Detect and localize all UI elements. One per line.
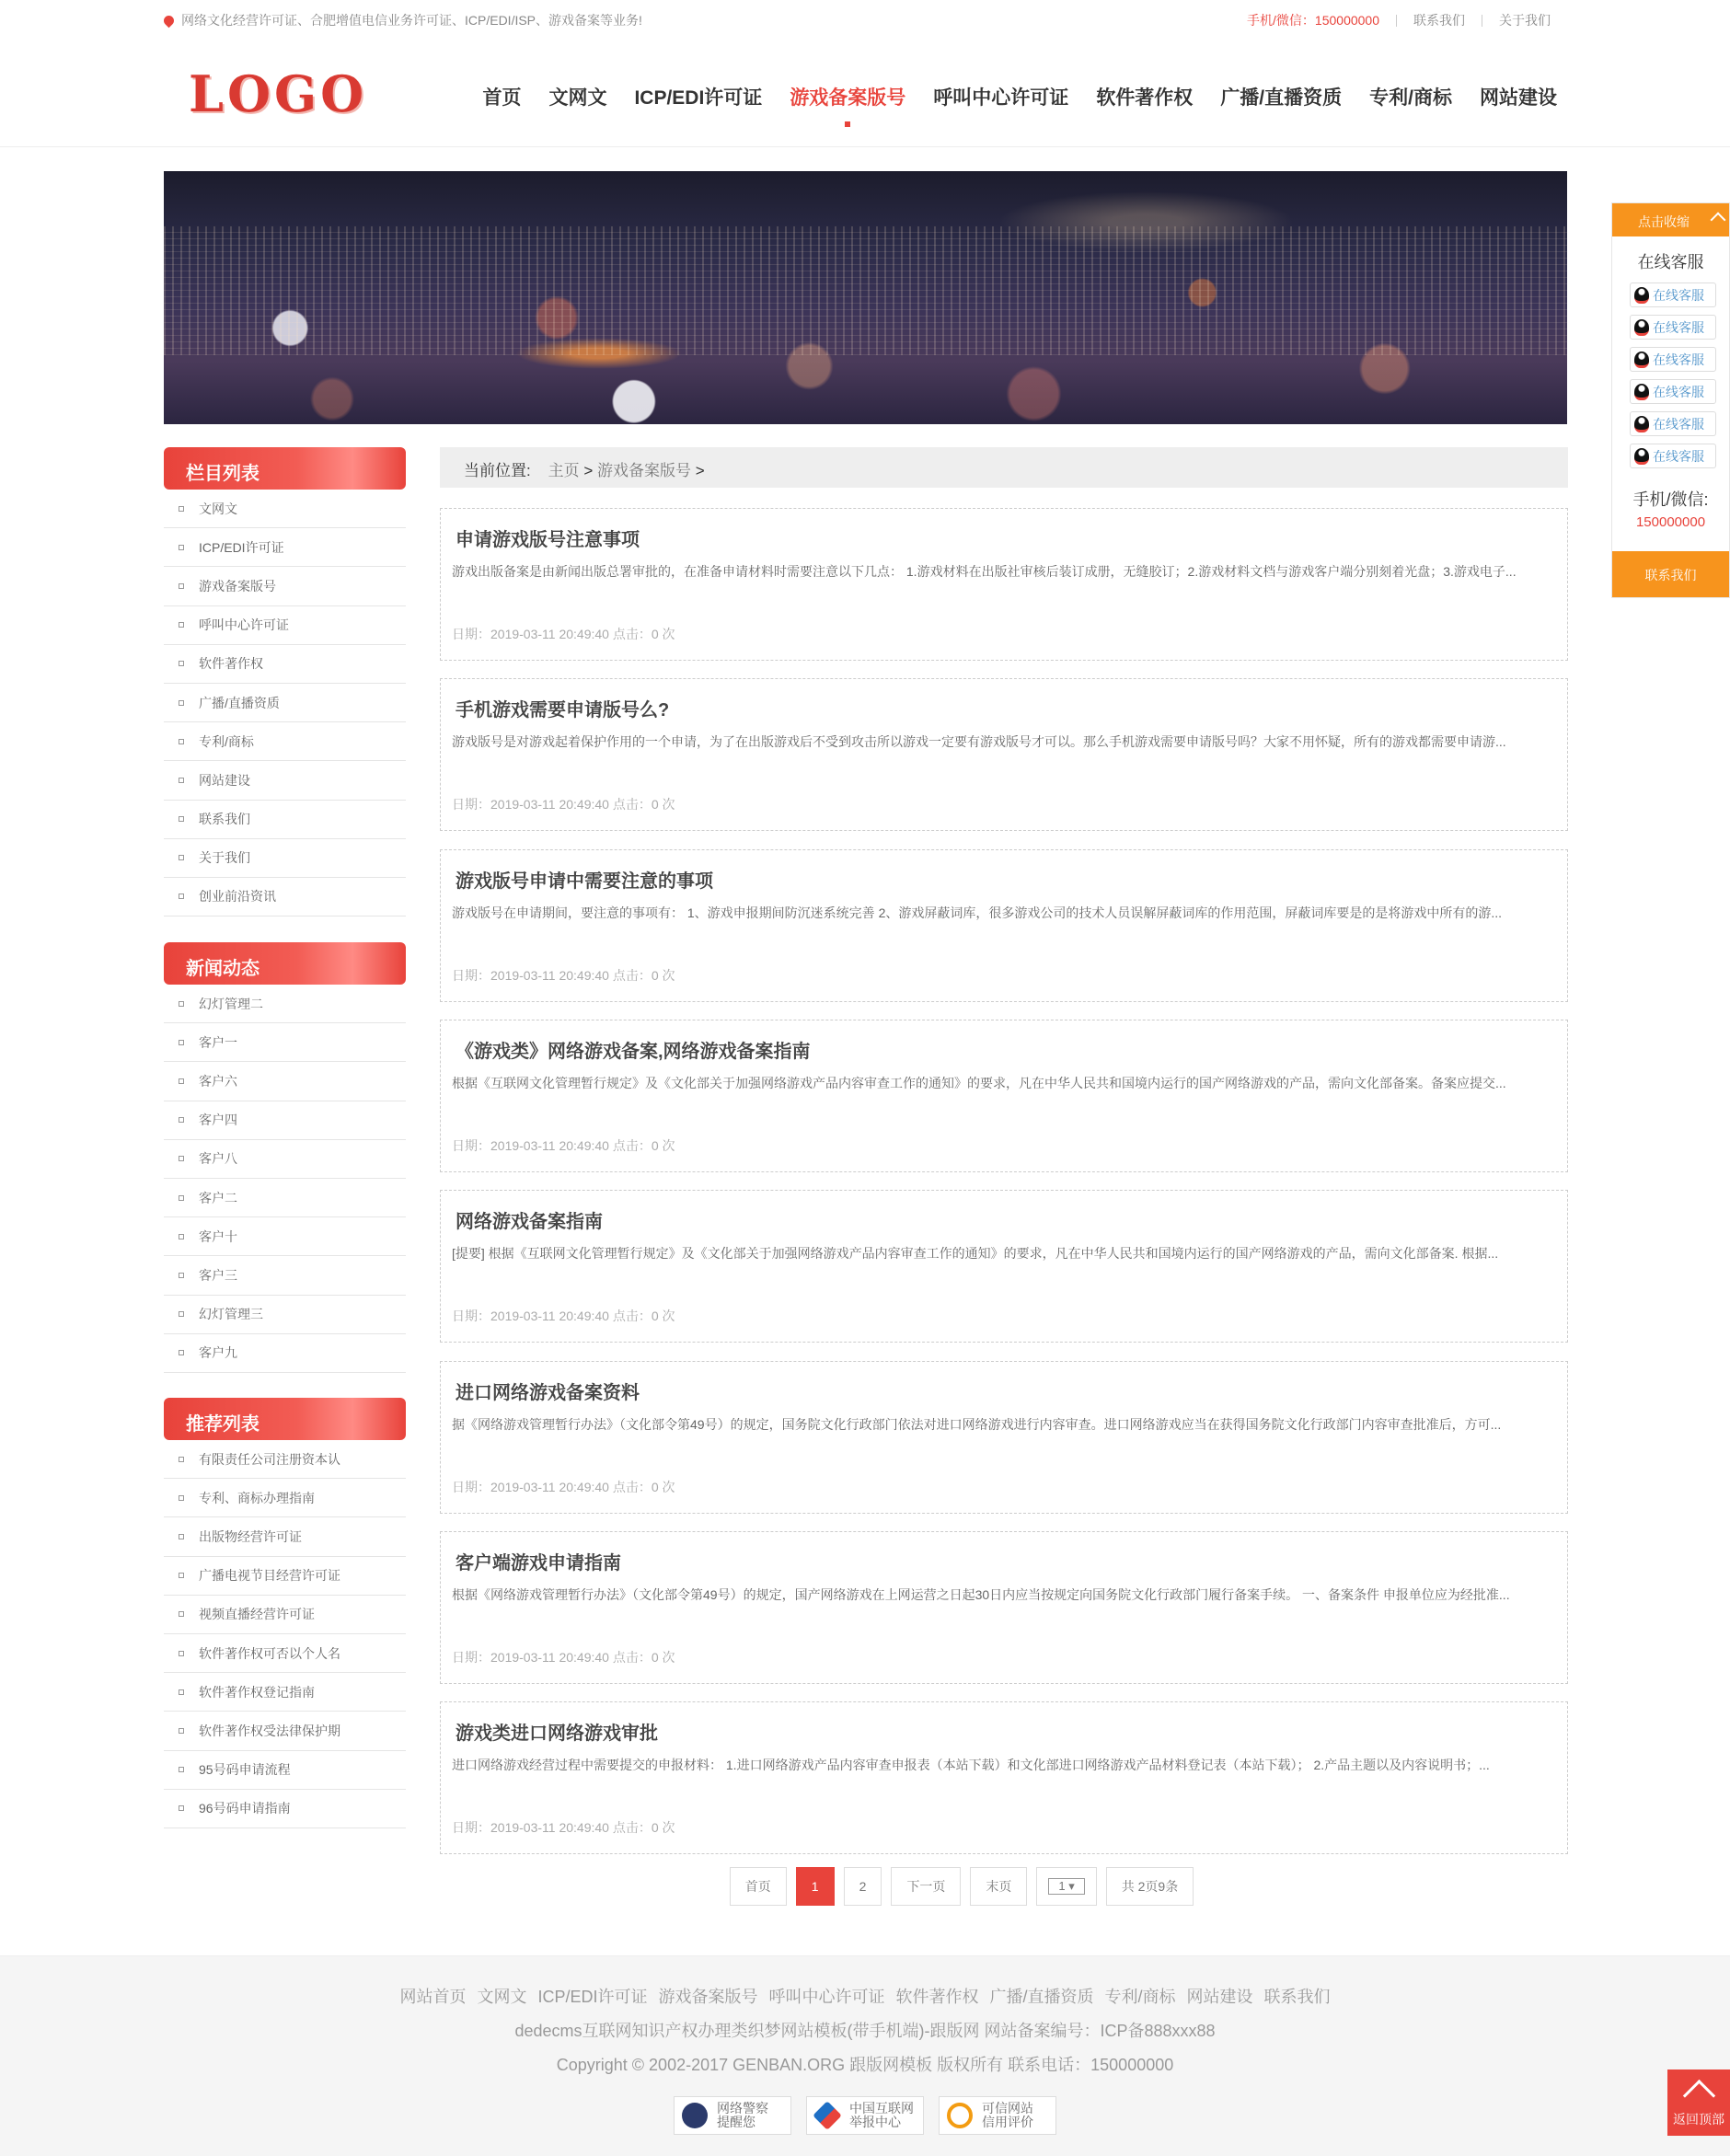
- recommend-item[interactable]: [164, 1673, 406, 1712]
- top-about-link[interactable]: 关于我们: [1499, 13, 1551, 28]
- news-item-label: 客户三: [199, 1267, 237, 1283]
- article-card: [440, 1531, 1568, 1684]
- article-summary: 游戏出版备案是由新闻出版总署审批的，在准备申请材料时需要注意以下几点： 1.游戏材料在出版社审核后装订成册，无缝胶订；2.游戏材料文档与游戏客户端分别刻着光盘；3.游戏电子...: [452, 564, 1517, 579]
- top-phone: 手机/微信：150000000: [1247, 13, 1379, 28]
- sidebar-item[interactable]: [164, 490, 406, 528]
- qq-penguin-icon: [1634, 416, 1649, 432]
- sidebar-title: 新闻动态: [164, 942, 406, 985]
- nav-item[interactable]: 专利/商标: [1369, 87, 1452, 109]
- recommend-item[interactable]: [164, 1479, 406, 1517]
- sidebar-item[interactable]: [164, 684, 406, 722]
- sidebar-item[interactable]: [164, 606, 406, 645]
- bullet-icon: [179, 1651, 184, 1656]
- bullet-icon: [179, 1078, 184, 1084]
- top-notice: [164, 11, 642, 29]
- nav-item[interactable]: 首页: [482, 87, 522, 109]
- service-title: 在线客服: [1637, 253, 1704, 271]
- article-meta: 日期：2019-03-11 20:49:40 点击：0 次: [452, 967, 675, 983]
- news-item[interactable]: [164, 985, 406, 1023]
- badge-report[interactable]: [806, 2096, 924, 2135]
- page-select[interactable]: 1 ▾: [1036, 1867, 1096, 1906]
- article-title[interactable]: 申请游戏版号注意事项: [456, 530, 640, 550]
- article-title[interactable]: 游戏版号申请中需要注意的事项: [456, 870, 713, 892]
- article-meta: 日期：2019-03-11 20:49:40 点击：0 次: [452, 1309, 675, 1324]
- nav-item[interactable]: 游戏备案版号: [790, 83, 905, 110]
- sidebar-item[interactable]: [164, 761, 406, 800]
- breadcrumb-home[interactable]: 主页: [548, 462, 580, 479]
- bullet-icon: [179, 1457, 184, 1462]
- article-card: [440, 1190, 1568, 1343]
- top-contact-link[interactable]: 联系我们: [1413, 13, 1465, 28]
- article-card: [440, 1701, 1568, 1854]
- badge-police[interactable]: [674, 2096, 791, 2135]
- bullet-icon: [179, 1117, 184, 1123]
- badge-line2: 举报中心: [849, 2115, 901, 2129]
- qq-service-button[interactable]: [1630, 282, 1716, 307]
- qq-penguin-icon: [1634, 287, 1649, 304]
- page-select-value: 1: [1058, 1879, 1066, 1893]
- footer-link[interactable]: 呼叫中心许可证: [768, 1988, 885, 2006]
- main-nav: [455, 83, 1557, 110]
- sidebar-item[interactable]: [164, 801, 406, 839]
- bullet-icon: [179, 1728, 184, 1734]
- breadcrumb-sep: >: [579, 462, 598, 479]
- news-item[interactable]: [164, 1062, 406, 1101]
- sidebar-news: [164, 942, 406, 1373]
- badge-line1: 网络警察: [717, 2101, 768, 2116]
- bullet-icon: [179, 661, 184, 666]
- qq-label: 在线客服: [1653, 384, 1704, 399]
- page-total: 共 2页9条: [1106, 1867, 1194, 1906]
- article-title[interactable]: 《游戏类》网络游戏备案,网络游戏备案指南: [456, 1041, 811, 1062]
- breadcrumb-current[interactable]: 游戏备案版号: [597, 462, 692, 479]
- news-item[interactable]: [164, 1217, 406, 1256]
- article-card: [440, 678, 1568, 831]
- recommend-item[interactable]: [164, 1557, 406, 1596]
- article-title[interactable]: 游戏类进口网络游戏审批: [456, 1724, 658, 1745]
- article-summary: [提要] 根据《互联网文化管理暂行规定》及《文化部关于加强网络游戏产品内容审查工作的通知》的要求，凡在中华人民共和国境内运行的国产网络游戏的产品，需向文化部备案. 根据...: [452, 1246, 1499, 1262]
- article-title[interactable]: 手机游戏需要申请版号么?: [456, 700, 670, 721]
- qq-label: 在线客服: [1653, 416, 1704, 432]
- nav-item[interactable]: 广播/直播资质: [1220, 87, 1343, 109]
- bullet-icon: [179, 1040, 184, 1045]
- page-next[interactable]: 下一页: [891, 1867, 961, 1906]
- news-item[interactable]: [164, 1101, 406, 1140]
- article-summary: 进口网络游戏经营过程中需要提交的申报材料： 1.进口网络游戏产品内容审查申报表（本站下载）和文化部进口网络游戏产品材料登记表（本站下载）； 2.产品主题以及内容说明书；...: [452, 1758, 1490, 1773]
- article-title[interactable]: 进口网络游戏备案资料: [456, 1382, 640, 1403]
- bullet-icon: [179, 1311, 184, 1317]
- sidebar-categories: [164, 447, 406, 917]
- article-card: [440, 508, 1568, 661]
- footer-link[interactable]: 专利/商标: [1104, 1988, 1176, 2006]
- bullet-icon: [179, 1495, 184, 1501]
- footer-link[interactable]: 网站建设: [1186, 1988, 1253, 2006]
- recommend-item[interactable]: [164, 1634, 406, 1673]
- bullet-icon: [179, 1611, 184, 1617]
- recommend-item-label: 广播电视节目经营许可证: [199, 1568, 340, 1584]
- recommend-item[interactable]: [164, 1517, 406, 1556]
- badge-line1: 中国互联网: [849, 2101, 914, 2116]
- news-item[interactable]: [164, 1334, 406, 1373]
- sidebar-item[interactable]: [164, 645, 406, 684]
- hero-banner: [164, 171, 1567, 424]
- bullet-icon: [179, 1689, 184, 1695]
- recommend-item[interactable]: [164, 1751, 406, 1790]
- news-item[interactable]: [164, 1179, 406, 1217]
- recommend-item-label: 95号码申请流程: [199, 1762, 291, 1778]
- trusted-site-icon: [947, 2103, 973, 2128]
- recommend-item-label: 视频直播经营许可证: [199, 1607, 315, 1622]
- top-bar: [0, 0, 1730, 39]
- sidebar-item[interactable]: [164, 722, 406, 761]
- qq-label: 在线客服: [1653, 448, 1704, 464]
- badge-line2: 信用评价: [982, 2115, 1033, 2129]
- article-meta: 日期：2019-03-11 20:49:40 点击：0 次: [452, 1479, 675, 1494]
- footer-link[interactable]: ICP/EDI许可证: [537, 1988, 648, 2006]
- bullet-icon: [179, 894, 184, 899]
- recommend-item-label: 有限责任公司注册资本认: [199, 1451, 340, 1467]
- article-title[interactable]: 网络游戏备案指南: [456, 1212, 603, 1233]
- bullet-icon: [179, 506, 184, 512]
- news-item-label: 客户二: [199, 1190, 237, 1205]
- qq-penguin-icon: [1634, 448, 1649, 465]
- divider: [1396, 15, 1397, 27]
- recommend-item-label: 96号码申请指南: [199, 1801, 291, 1816]
- article-meta: 日期：2019-03-11 20:49:40 点击：0 次: [452, 797, 675, 813]
- bullet-icon: [179, 1001, 184, 1007]
- article-summary: 根据《网络游戏管理暂行办法》（文化部令第49号）的规定，国产网络游戏在上网运营之日起30日内应当按规定向国务院文化行政部门履行备案手续。 一、备案条件 申报单位应为经批准...: [452, 1586, 1510, 1602]
- recommend-item[interactable]: [164, 1790, 406, 1828]
- contact-button[interactable]: 联系我们: [1612, 551, 1729, 597]
- recommend-item-label: 专利、商标办理指南: [199, 1490, 315, 1505]
- bullet-icon: [179, 1350, 184, 1355]
- news-item[interactable]: [164, 1256, 406, 1295]
- bullet-icon: [179, 778, 184, 783]
- sidebar-item-label: 呼叫中心许可证: [199, 617, 289, 633]
- qq-penguin-icon: [1634, 319, 1649, 336]
- footer-link[interactable]: 网站首页: [399, 1988, 467, 2006]
- sidebar-item-label: 软件著作权: [199, 656, 263, 672]
- sidebar-item[interactable]: [164, 878, 406, 917]
- article-summary: 据《网络游戏管理暂行办法》（文化部令第49号）的规定，国务院文化行政部门依法对进口网络游戏进行内容审查。进口网络游戏应当在获得国务院文化行政部门内容审查批准后，方可...: [452, 1416, 1502, 1432]
- nav-item[interactable]: 网站建设: [1480, 87, 1557, 109]
- page-last[interactable]: 末页: [970, 1867, 1027, 1906]
- recommend-item[interactable]: [164, 1596, 406, 1634]
- qq-penguin-icon: [1634, 352, 1649, 368]
- footer-link[interactable]: 联系我们: [1263, 1988, 1331, 2006]
- bullet-icon: [179, 583, 184, 589]
- news-item-label: 客户六: [199, 1073, 237, 1089]
- news-item-label: 客户四: [199, 1113, 237, 1128]
- footer-copyright: Copyright © 2002-2017 GENBAN.ORG 跟版网模板 版权所有 联系电话：150000000: [556, 2056, 1174, 2074]
- article-summary: 根据《互联网文化管理暂行规定》及《文化部关于加强网络游戏产品内容审查工作的通知》的要求，凡在中华人民共和国境内运行的国产网络游戏的产品，需向文化部备案。备案应提交...: [452, 1075, 1506, 1090]
- news-item-label: 客户一: [199, 1034, 237, 1050]
- sidebar-title: 栏目列表: [164, 447, 406, 490]
- recommend-item[interactable]: [164, 1712, 406, 1750]
- top-notice-text: 网络文化经营许可证、合肥增值电信业务许可证、ICP/EDI/ISP、游戏备案等业务!: [181, 13, 642, 28]
- sidebar-title: 推荐列表: [164, 1398, 406, 1440]
- bullet-icon: [179, 1156, 184, 1161]
- article-card: [440, 849, 1568, 1002]
- article-card: [440, 1361, 1568, 1514]
- badge-trusted[interactable]: [939, 2096, 1056, 2135]
- sidebar-item-label: 广播/直播资质: [199, 695, 280, 710]
- site-header: [0, 39, 1730, 147]
- nav-item[interactable]: ICP/EDI许可证: [634, 87, 763, 109]
- breadcrumb-label: 当前位置:: [464, 462, 531, 479]
- page-first[interactable]: 首页: [730, 1867, 787, 1906]
- news-item[interactable]: [164, 1140, 406, 1179]
- news-item-label: 客户十: [199, 1228, 237, 1244]
- news-item-label: 客户八: [199, 1151, 237, 1167]
- qq-service-button[interactable]: [1630, 411, 1716, 436]
- bullet-icon: [179, 1805, 184, 1811]
- article-meta: 日期：2019-03-11 20:49:40 点击：0 次: [452, 1137, 675, 1153]
- recommend-item-label: 出版物经营许可证: [199, 1528, 302, 1544]
- sidebar-item-label: 联系我们: [199, 812, 250, 827]
- footer-link[interactable]: 游戏备案版号: [658, 1988, 758, 2006]
- collapse-button[interactable]: 点击收缩: [1612, 203, 1729, 236]
- bullet-icon: [179, 1534, 184, 1539]
- qq-list: [1612, 282, 1729, 468]
- bullet-icon: [179, 700, 184, 706]
- recommend-item-label: 软件著作权登记指南: [199, 1684, 315, 1700]
- qq-label: 在线客服: [1653, 352, 1704, 367]
- footer-link[interactable]: 软件著作权: [895, 1988, 979, 2006]
- bullet-icon: [179, 1195, 184, 1201]
- news-item-label: 客户九: [199, 1345, 237, 1361]
- pagination: [0, 1867, 1730, 1906]
- site-logo[interactable]: LOGO: [189, 64, 368, 123]
- badge-line2: 提醒您: [717, 2115, 755, 2129]
- qq-service-button[interactable]: [1630, 347, 1716, 372]
- sidebar-item[interactable]: [164, 567, 406, 605]
- recommend-item-label: 软件著作权受法律保护期: [199, 1723, 340, 1738]
- sidebar-item-label: 文网文: [199, 501, 237, 516]
- nav-item[interactable]: 文网文: [548, 87, 607, 109]
- bullet-icon: [179, 739, 184, 744]
- police-icon: [682, 2103, 708, 2128]
- bullet-icon: [179, 816, 184, 822]
- report-center-icon: [813, 2101, 842, 2130]
- qq-label: 在线客服: [1653, 287, 1704, 303]
- breadcrumb-sep: >: [691, 462, 705, 479]
- bullet-icon: [179, 545, 184, 550]
- article-meta: 日期：2019-03-11 20:49:40 点击：0 次: [452, 1820, 675, 1836]
- qq-label: 在线客服: [1653, 319, 1704, 335]
- article-meta: 日期：2019-03-11 20:49:40 点击：0 次: [452, 627, 675, 641]
- article-card: [440, 1020, 1568, 1172]
- sidebar-item[interactable]: [164, 839, 406, 878]
- news-item-label: 幻灯管理三: [199, 1307, 263, 1322]
- sidebar-item-label: 网站建设: [199, 772, 250, 788]
- page-2[interactable]: 2: [844, 1867, 882, 1906]
- city-lights-decor: [164, 226, 1567, 355]
- breadcrumb: [440, 447, 1568, 488]
- news-list: [164, 985, 406, 1373]
- bullet-icon: [179, 622, 184, 628]
- bullet-icon: [179, 1234, 184, 1239]
- nav-item[interactable]: 软件著作权: [1096, 87, 1194, 109]
- recommend-list: [164, 1440, 406, 1828]
- sidebar-item[interactable]: [164, 528, 406, 567]
- article-meta: 日期：2019-03-11 20:49:40 点击：0 次: [452, 1649, 675, 1665]
- sidebar-item-label: ICP/EDI许可证: [199, 539, 284, 555]
- nav-item[interactable]: 呼叫中心许可证: [933, 87, 1069, 109]
- bullet-icon: [179, 1767, 184, 1772]
- article-title[interactable]: 客户端游戏申请指南: [456, 1552, 621, 1574]
- site-footer: [0, 1955, 1730, 2156]
- sidebar-recommend: [164, 1398, 406, 1828]
- page-1[interactable]: 1: [796, 1867, 835, 1906]
- location-pin-icon: [162, 13, 177, 28]
- qq-service-button[interactable]: [1630, 444, 1716, 468]
- sidebar-item-label: 关于我们: [199, 850, 250, 866]
- badge-line1: 可信网站: [982, 2101, 1033, 2116]
- news-item-label: 幻灯管理二: [199, 996, 263, 1011]
- top-links: [1247, 11, 1551, 29]
- back-to-top-button[interactable]: 返回顶部: [1667, 2070, 1730, 2136]
- online-service-panel: [1611, 202, 1730, 598]
- recommend-item-label: 软件著作权可否以个人名: [199, 1645, 340, 1661]
- news-item[interactable]: [164, 1023, 406, 1062]
- qq-service-button[interactable]: [1630, 315, 1716, 340]
- bullet-icon: [179, 1273, 184, 1278]
- qq-service-button[interactable]: [1630, 379, 1716, 404]
- service-phone-label: 手机/微信:: [1632, 490, 1709, 509]
- sidebar-item-label: 游戏备案版号: [199, 578, 276, 594]
- sidebar-item-label: 创业前沿资讯: [199, 889, 276, 905]
- news-item[interactable]: [164, 1296, 406, 1334]
- service-phone: 150000000: [1635, 514, 1706, 530]
- category-list: [164, 490, 406, 917]
- footer-link[interactable]: 文网文: [477, 1988, 527, 2006]
- article-summary: 游戏版号是对游戏起着保护作用的一个申请，为了在出版游戏后不受到攻击所以游戏一定要有游戏版号才可以。那么手机游戏需要申请版号吗？大家不用怀疑，所有的游戏都需要申请游...: [452, 734, 1506, 750]
- recommend-item[interactable]: [164, 1440, 406, 1479]
- footer-badges: [0, 2096, 1730, 2135]
- bullet-icon: [179, 855, 184, 860]
- sidebar-item-label: 专利/商标: [199, 733, 254, 749]
- footer-icp: dedecms互联网知识产权办理类织梦网站模板(带手机端)-跟版网 网站备案编号：ICP备888xxx88: [514, 2022, 1216, 2040]
- qq-penguin-icon: [1634, 384, 1649, 400]
- bullet-icon: [179, 1573, 184, 1578]
- footer-link[interactable]: 广播/直播资质: [989, 1988, 1094, 2006]
- article-summary: 游戏版号在申请期间，要注意的事项有： 1、游戏申报期间防沉迷系统完善 2、游戏屏蔽词库，很多游戏公司的技术人员误解屏蔽词库的作用范围，屏蔽词库要是的是将游戏中所有的游...: [452, 905, 1503, 920]
- footer-links: [0, 1984, 1730, 2008]
